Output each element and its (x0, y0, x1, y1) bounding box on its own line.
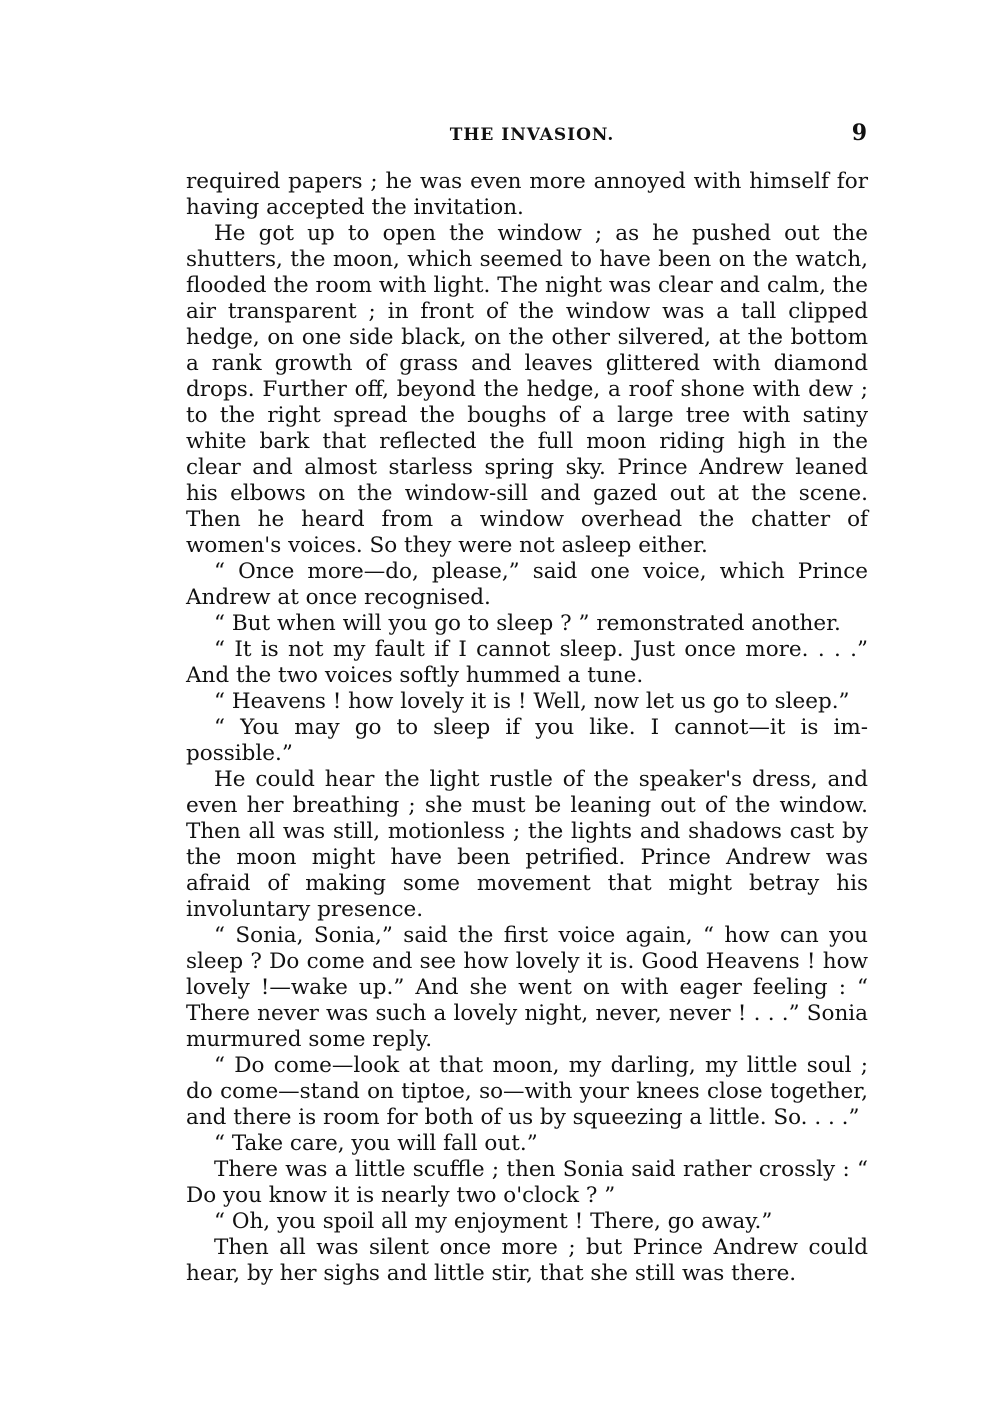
running-header (186, 118, 868, 152)
paragraph: He got up to open the window ; as he pushed out the shutters, the moon, which seemed to have been on the watch, flooded the room with light. The night was clear and calm, the air transparent ; in front of the window was a tall clipped hedge, on one side black, on the other silvered, at the bottom a rank growth of grass and leaves glittered with diamond drops. Further off, beyond the hedge, a roof shone with dew ; to the right spread the boughs of a large tree with satiny white bark that reflected the full moon riding high in the clear and almost starless spring sky. Prince Andrew leaned his elbows on the window-sill and gazed out at the scene. Then he heard from a window overhead the chatter of women's voices. So they were not asleep either. (186, 221, 868, 558)
paragraph: “ Do come—look at that moon, my darling, my little soul ; do come—stand on tiptoe, so—with your knees close together, and there is room for both of us by squeezing a little. So. . . .” (186, 1053, 868, 1130)
paragraph: “ You may go to sleep if you like. I cannot—it is impossible.” (186, 715, 868, 766)
paragraph: “ It is not my fault if I cannot sleep. Just once more. . . .” And the two voices softly hummed a tune. (186, 637, 868, 688)
paragraph: He could hear the light rustle of the speaker's dress, and even her breathing ; she must be leaning out of the window. Then all was still, motionless ; the lights and shadows cast by the moon might have been petrified. Prince Andrew was afraid of making some movement that might betray his involuntary presence. (186, 767, 868, 922)
paragraph: “ Once more—do, please,” said one voice, which Prince Andrew at once recognised. (186, 559, 868, 610)
paragraph: “ Heavens ! how lovely it is ! Well, now let us go to sleep.” (214, 689, 850, 714)
paragraph: “ Take care, you will fall out.” (214, 1131, 538, 1156)
paragraph: Then all was silent once more ; but Prince Andrew could hear, by her sighs and little stir, that she still was there. (186, 1235, 868, 1286)
paragraph: required papers ; he was even more annoyed with himself for having accepted the invitation. (186, 169, 868, 220)
body-text (186, 169, 868, 1287)
paragraph: “ Sonia, Sonia,” said the first voice again, “ how can you sleep ? Do come and see how lovely it is. Good Heavens ! how lovely !—wake up.” And she went on with eager feeling : “ There never was such a lovely night, never, never ! . . .” Sonia murmured some reply. (186, 923, 868, 1052)
paragraph: There was a little scuffle ; then Sonia said rather crossly : “ Do you know it is nearly two o'clock ? ” (186, 1157, 868, 1208)
paragraph: “ Oh, you spoil all my enjoyment ! There, go away.” (214, 1209, 773, 1234)
running-title: THE INVASION. (449, 125, 615, 145)
page-number: 9 (851, 120, 868, 146)
paragraph: “ But when will you go to sleep ? ” remonstrated another. (214, 611, 841, 636)
